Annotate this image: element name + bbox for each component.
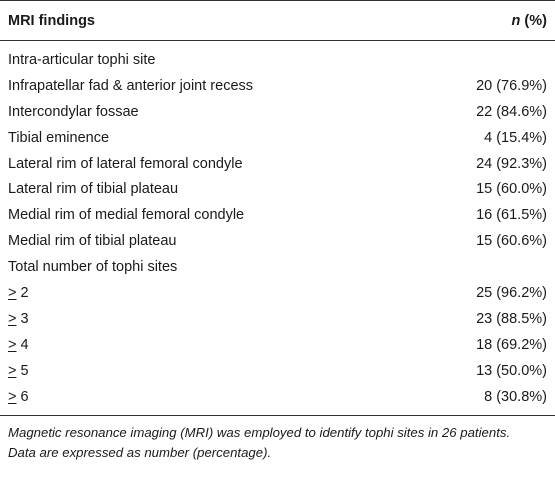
gte-symbol: > [8,336,17,353]
header-pct: (%) [520,12,547,29]
table-row [0,151,555,177]
threshold-label [8,363,29,379]
threshold-label [8,311,29,327]
row-value: 24 (92.3%) [476,155,547,172]
header-n: n [511,12,521,29]
row-value: 13 (50.0%) [476,362,547,379]
threshold-label [8,337,29,353]
table-row [0,254,555,280]
row-label: Intra-articular tophi site [8,51,156,68]
threshold-row [0,280,555,306]
gte-symbol: > [8,284,17,301]
row-label: Lateral rim of lateral femoral condyle [8,155,243,172]
row-label: Intercondylar fossae [8,103,139,120]
threshold-row [0,358,555,384]
row-label: Lateral rim of tibial plateau [8,181,179,198]
threshold-row [0,384,555,410]
table-row [0,228,555,254]
table-row [0,99,555,125]
threshold-number: 6 [16,388,29,405]
row-label: Total number of tophi sites [8,259,178,276]
row-value: 23 (88.5%) [476,310,547,327]
table-body [0,41,555,415]
table-row [0,125,555,151]
row-value: 22 (84.6%) [476,103,547,120]
row-value: 15 (60.0%) [476,181,547,198]
gte-symbol: > [8,388,17,405]
footnote-line: Magnetic resonance imaging (MRI) was employed to identify tophi sites in 26 patients. [8,425,511,441]
table-header [0,1,555,40]
header-count [512,13,547,29]
threshold-number: 4 [16,336,29,353]
row-value: 4 (15.4%) [484,129,547,146]
footnote-line: Data are expressed as number (percentage). [8,445,272,461]
table-footnote [0,416,555,463]
row-value: 25 (96.2%) [476,284,547,301]
row-value: 15 (60.6%) [476,233,547,250]
table-row [0,176,555,202]
gte-symbol: > [8,362,17,379]
threshold-label [8,285,29,301]
header-findings: MRI findings [8,12,95,29]
row-label: Medial rim of tibial plateau [8,233,177,250]
row-label: Medial rim of medial femoral condyle [8,207,245,224]
row-label: Tibial eminence [8,129,110,146]
table-row [0,202,555,228]
threshold-number: 3 [16,310,29,327]
row-value: 8 (30.8%) [484,388,547,405]
threshold-number: 5 [16,362,29,379]
threshold-row [0,306,555,332]
threshold-row [0,332,555,358]
row-value: 20 (76.9%) [476,77,547,94]
row-value: 18 (69.2%) [476,336,547,353]
row-label: Infrapatellar fad & anterior joint recess [8,77,254,94]
threshold-label [8,389,29,405]
table-row [0,47,555,73]
table-row [0,73,555,99]
row-value: 16 (61.5%) [476,207,547,224]
threshold-number: 2 [16,284,29,301]
gte-symbol: > [8,310,17,327]
